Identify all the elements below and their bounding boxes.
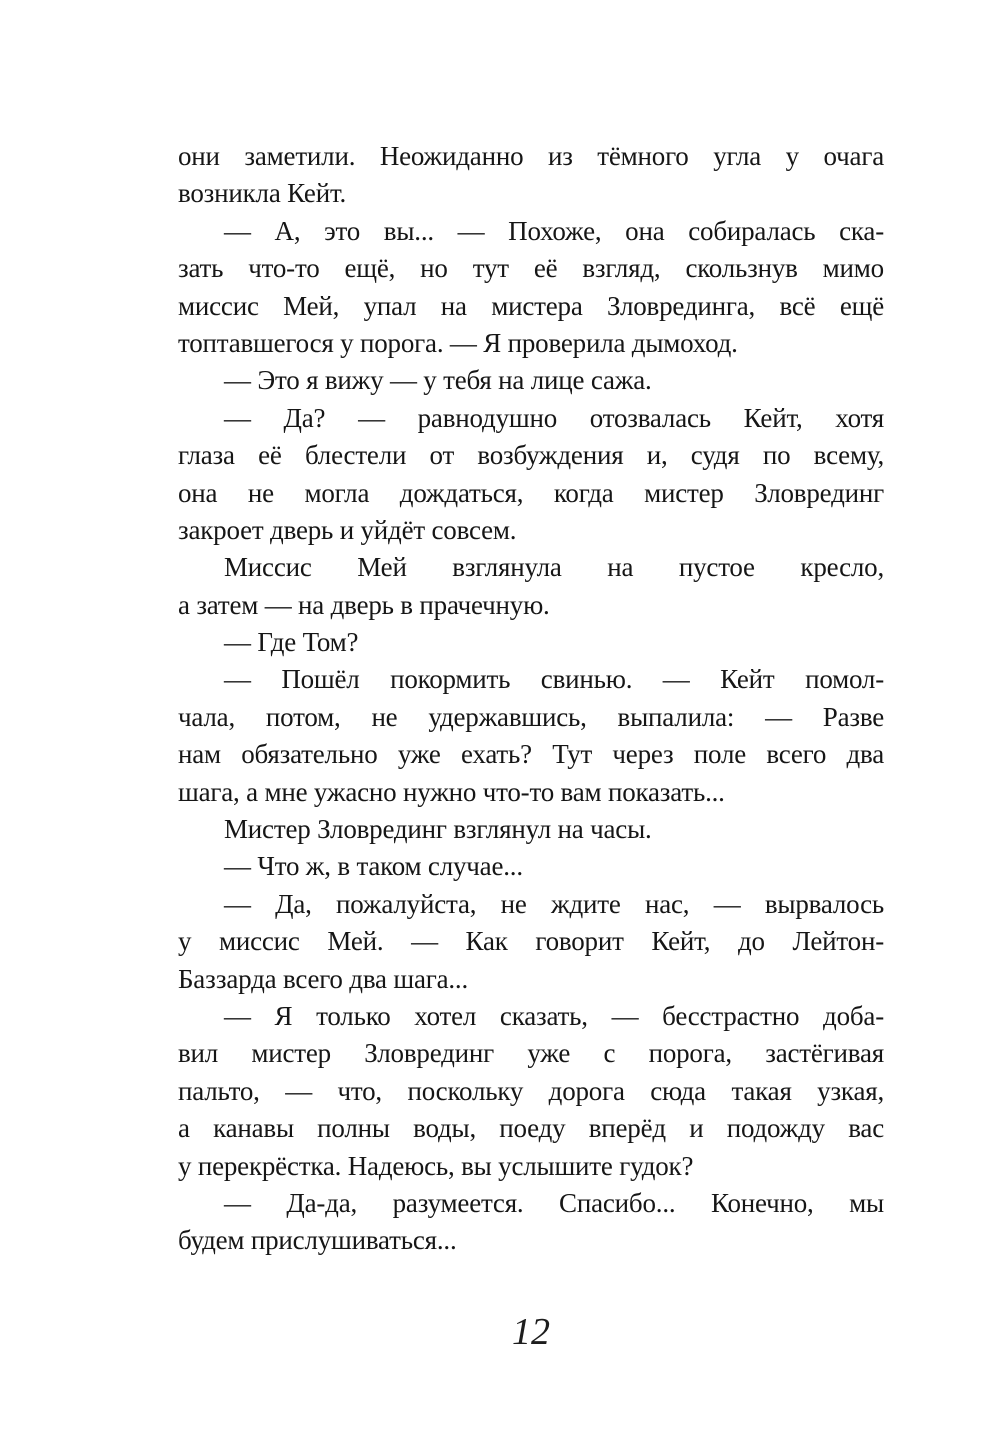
page-text (178, 138, 884, 1260)
text-line: пальто, — что, поскольку дорога сюда такая узкая, (178, 1075, 884, 1106)
text-line: глаза её блестели от возбуждения и, судя по всему, (178, 440, 884, 471)
text-line: нам обязательно уже ехать? Тут через поле всего два (178, 739, 884, 770)
text-line: Мистер Зловрединг взглянул на часы. (224, 814, 652, 845)
text-line: Баззарда всего два шага... (178, 963, 469, 994)
text-line: — Я только хотел сказать, — бесстрастно доба- (224, 1000, 884, 1031)
text-line: — Да? — равнодушно отозвалась Кейт, хотя (224, 402, 884, 433)
text-line: вил мистер Зловрединг уже с порога, застёгивая (178, 1038, 884, 1069)
text-line: — Где Том? (224, 627, 359, 658)
text-line: Миссис Мей взглянула на пустое кресло, (224, 552, 884, 583)
text-line: — Что ж, в таком случае... (224, 851, 523, 882)
text-line: — Да, пожалуйста, не ждите нас, — вырвалось (224, 888, 884, 919)
text-line: чала, потом, не удержавшись, выпалила: — Разве (178, 701, 884, 732)
text-line: шага, а мне ужасно нужно что-то вам показать... (178, 776, 725, 807)
text-line: топтавшегося у порога. — Я проверила дымоход. (178, 327, 738, 358)
text-line: она не могла дождаться, когда мистер Зловрединг (178, 477, 884, 508)
text-line: будем прислушиваться... (178, 1225, 457, 1256)
text-line: они заметили. Неожиданно из тёмного угла у очага (178, 141, 884, 171)
page-number: 12 (512, 1311, 550, 1353)
text-line: — Да-да, разумеется. Спасибо... Конечно, мы (224, 1187, 884, 1218)
text-line: — А, это вы... — Похоже, она собиралась ска- (224, 215, 884, 246)
text-line: возникла Кейт. (178, 178, 347, 209)
text-line: а затем — на дверь в прачечную. (178, 589, 550, 620)
text-line: зать что-то ещё, но тут её взгляд, скользнув мимо (178, 253, 884, 284)
text-line: миссис Мей, упал на мистера Зловрединга, всё ещё (178, 290, 884, 321)
text-line: — Пошёл покормить свинью. — Кейт помол- (224, 664, 884, 695)
text-line: а канавы полны воды, поеду вперёд и подожду вас (178, 1113, 884, 1144)
text-line: закроет дверь и уйдёт совсем. (178, 514, 517, 545)
text-line: — Это я вижу — у тебя на лице сажа. (224, 365, 652, 396)
text-line: у перекрёстка. Надеюсь, вы услышите гудок? (178, 1150, 694, 1181)
text-line: у миссис Мей. — Как говорит Кейт, до Лейтон- (178, 926, 884, 957)
